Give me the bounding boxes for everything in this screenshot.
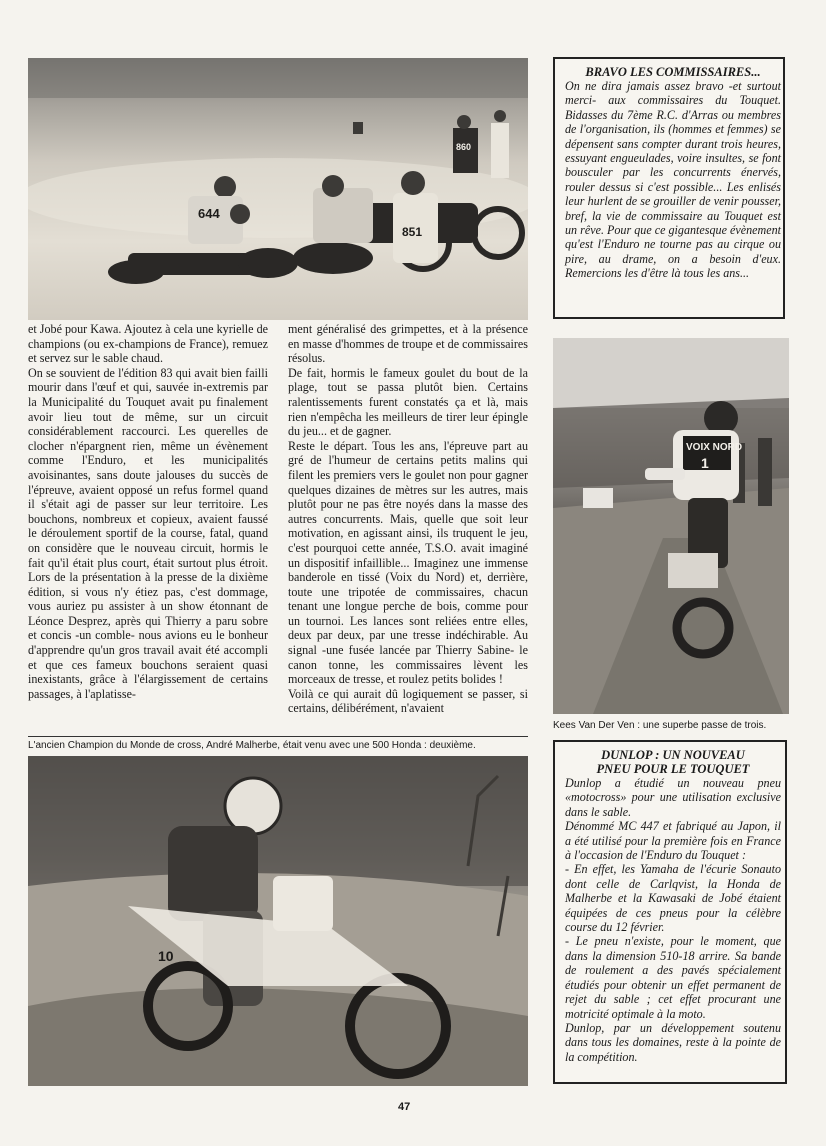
photo-caption: Kees Van Der Ven : une superbe passe de trois. [553,720,767,731]
article-paragraph: On se souvient de l'édition 83 qui avait bien failli mourir dans l'œuf et qui, sauvée in-extremis par la Municipalité du Touquet avait pu finalement avoir lieu tout de même, sur un circuit considérablement raccourci. Les querelles de clocher n'épargnent rien, même un évènement comme l'Enduro, et les municipalités avoisinantes, sans doute jalouses du succès de l'épreuve, avaient opposé un refus formel quand il s'était agi de passer sur leur territoire. Les bouchons, nombreux et copieux, avaient faussé le déroulement sportif de la course, fatal, quand on considère que le nouveau circuit, hormis le fait qu'il était plus court, était surtout plus étroit. Lors de la présentation à la presse de la dixième édition, si vous n'y étiez pas, c'est dommage, vous auriez pu assister à un show étonnant de Léonce Desprez, après qui Thierry a paru sobre et concis -un comble- nous avions eu le bonheur d'apprendre qu'un gros travail avait été accompli et que ces fameux bouchons seraient quasi inexistants, grâce à l'élargissement de certains passages, à l'aplatisse- [28,365,268,701]
caption-divider [28,736,528,737]
box-text: - Le pneu n'existe, pour le moment, que dans la dimension 510-18 arrire. Sa bande de roulement a des pavés spécialement étudiés pour obtenir un effet permanent de rejet du sable ; cet effet procurant une motricité optimale à la moto. [565,934,781,1021]
beach-crash-photo [28,58,528,320]
bib-number-1: 1 [701,455,709,471]
article-paragraph: Reste le départ. Tous les ans, l'épreuve part au gré de l'humeur de certains petits malins qui filent les premiers vers le goulet non pour gagner quelques dizaines de mètres sur les autres, mais plutôt pour ne pas être noyés dans la masse des autres concurrents. Mais, quelle que soit leur motivation, en agissant ainsi, ils truquent le jeu, c'est pourquoi cette année, T.S.O. avait imaginé un dispositif infaillible... Imaginez une immense banderole en tissé (Voix du Nord) et, derrière, toute une tripotée de commissaires, chacun tenant une longue perche de bois, comme pour un tournoi. Les lances sont reliées entre elles, deux par deux, par une tresse indéchirable. Au signal -une fusée lancée par Thierry Sabine- le canon tonne, les commissaires lèvent les morceaux de tresse, et roulez petits bolides ! [288,438,528,687]
article-paragraph: Voilà ce qui aurait dû logiquement se passer, si certains, délibérément, n'avaient [288,686,528,716]
article-paragraph: et Jobé pour Kawa. Ajoutez à cela une kyrielle de champions (ou ex-champions de France), remuez et servez sur le sable chaud. [28,322,268,366]
box-text: On ne dira jamais assez bravo -et surtout merci- aux commissaires du Touquet. Bidasses du 7ème R.C. d'Arras ou membres de l'organisation, ils (hommes et femmes) se dépensent sans compter durant trois heures, essuyant engueulades, voire insultes, se font bousculer par les concurrents énervés, rouler dessus si c'est possible... Les enlisés leur hurlent de se grouiller de venir pousser, bref, la vie de commissaire au Touquet est un rêve. Pour que ce gigantesque évènement qu'est l'Enduro ne tourne pas au cirque ou pire, au drame, on a besoin d'eux. Remercions les d'être là tous les ans... [565,79,781,281]
article-left-column [28,322,268,701]
photo-caption: L'ancien Champion du Monde de cross, André Malherbe, était venu avec une 500 Honda : deuxième. [28,740,476,751]
sidebar-box-commissaires [553,57,785,319]
box-title: BRAVO LES COMMISSAIRES... [585,65,761,79]
article-paragraph: De fait, hormis le fameux goulet du bout de la plage, tout se passa plutôt bien. Certains ralentissements furent constatés ça et là, mais rien n'empêcha les meilleurs de tirer leur épingle du jeu... et de gagner. [288,365,528,439]
voix-nord-bib: VOIX NORD [686,442,743,453]
bib-644: 644 [198,206,220,221]
box-title: DUNLOP : UN NOUVEAU [601,748,745,762]
bib-851: 851 [402,225,423,239]
page-number: 47 [398,1101,411,1113]
box-text: Dunlop a étudié un nouveau pneu «motocross» pour une utilisation exclusive dans le sable. [565,776,781,819]
sidebar-box-dunlop [553,740,787,1084]
rider-number-one-photo [553,338,789,714]
box-title: PNEU POUR LE TOUQUET [596,762,750,776]
article-mid-column [288,322,528,716]
bib-860: 860 [456,142,472,152]
box-text: - En effet, les Yamaha de l'écurie Sonauto dont celle de Carlqvist, la Honda de Malherbe et la Kawasaki de Jobé étaient équipées de ces pneus pour la célèbre course du 12 février. [565,862,781,935]
article-paragraph: ment généralisé des grimpettes, et à la présence en masse d'hommes de troupe et de commissaires résolus. [288,322,528,366]
box-text: Dunlop, par un développement soutenu dans tous les domaines, reste à la pointe de la compétition. [565,1020,781,1064]
bib-malherbe: 10 [158,948,174,964]
box-text: Dénommé MC 447 et fabriqué au Japon, il a été utilisé pour la première fois en France à l'occasion de l'Enduro du Touquet : [565,819,781,863]
malherbe-honda-photo [28,756,528,1086]
